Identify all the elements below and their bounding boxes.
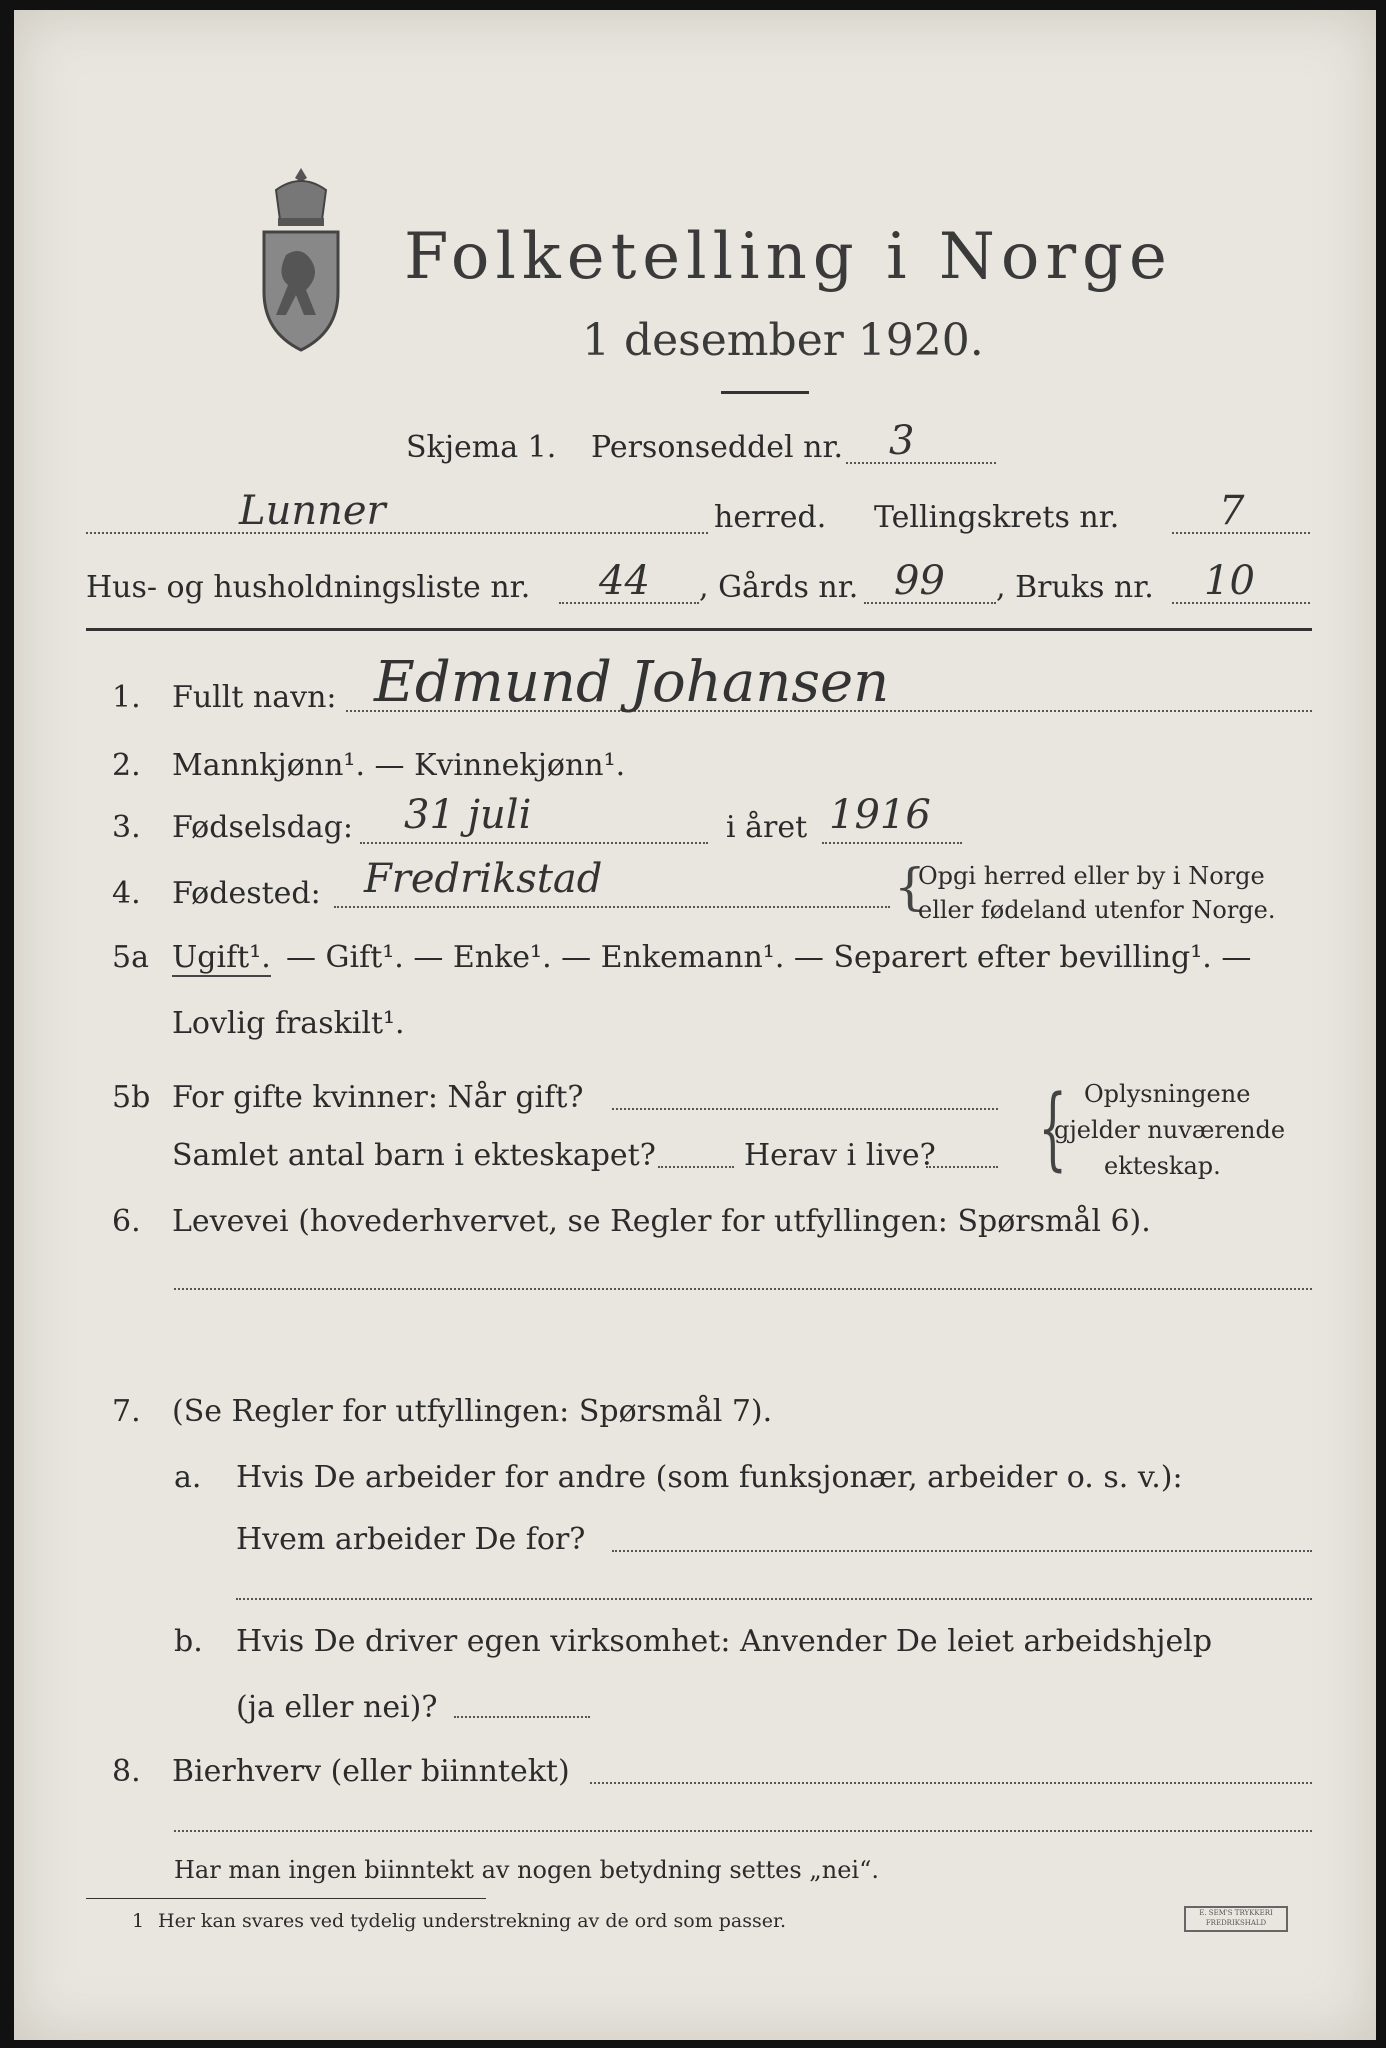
q5b-label-1: For gifte kvinner: Når gift? <box>172 1080 584 1115</box>
q3-value: 31 juli <box>404 792 532 838</box>
q4-number: 4. <box>112 876 141 911</box>
q4-note-1: Opgi herred eller by i Norge <box>918 862 1265 890</box>
q5b-note-3: ekteskap. <box>1104 1152 1221 1180</box>
q7a-label: Hvis De arbeider for andre (som funksjonær, arbeider o. s. v.): <box>236 1460 1183 1495</box>
q8-label: Bierhverv (eller biinntekt) <box>172 1754 570 1789</box>
q7b-line <box>454 1716 590 1718</box>
tellingskrets-label: Tellingskrets nr. <box>874 500 1120 535</box>
personseddel-value: 3 <box>889 418 915 464</box>
tellingskrets-value: 7 <box>1219 488 1245 534</box>
q4-brace: { <box>894 858 926 916</box>
q7-number: 7. <box>112 1394 141 1429</box>
printer-stamp: E. SEM'S TRYKKERI FREDRIKSHALD <box>1184 1906 1288 1932</box>
q7b-number: b. <box>174 1624 203 1659</box>
q5a-number: 5a <box>112 940 149 975</box>
q3-year-value: 1916 <box>829 792 931 838</box>
q7b-label-2: (ja eller nei)? <box>236 1690 438 1725</box>
personseddel-line <box>846 462 996 464</box>
q2-number: 2. <box>112 748 141 783</box>
q2-label: Mannkjønn¹. — Kvinnekjønn¹. <box>172 748 626 783</box>
q7b-label: Hvis De driver egen virksomhet: Anvender De leiet arbeidshjelp <box>236 1624 1213 1659</box>
q5b-label-2: Samlet antal barn i ekteskapet? <box>172 1138 656 1173</box>
q6-label: Levevei (hovederhvervet, se Regler for utfyllingen: Spørsmål 6). <box>172 1204 1151 1239</box>
q3-year-line <box>822 842 962 844</box>
q7a-line-1 <box>612 1550 1312 1552</box>
herred-line <box>86 532 708 534</box>
q5b-note-2: gjelder nuværende <box>1054 1116 1286 1144</box>
q5a-ugift: Ugift¹. <box>172 940 271 975</box>
q4-label: Fødested: <box>172 876 321 911</box>
census-date: 1 desember 1920. <box>582 315 984 366</box>
q3-label: Fødselsdag: <box>172 810 353 845</box>
q1-label: Fullt navn: <box>172 680 337 715</box>
census-form-page <box>14 10 1376 2040</box>
personseddel-label: Personseddel nr. <box>591 430 844 465</box>
q5b-note-1: Oplysningene <box>1084 1080 1251 1108</box>
q8-line-1 <box>590 1782 1312 1784</box>
q5b-line-1 <box>612 1108 998 1110</box>
herred-value: Lunner <box>239 488 386 534</box>
footnote-rule <box>86 1898 486 1899</box>
gards-value: 99 <box>894 558 945 604</box>
q8-number: 8. <box>112 1754 141 1789</box>
q6-number: 6. <box>112 1204 141 1239</box>
q4-line <box>334 906 890 908</box>
q8-line-2 <box>174 1830 1312 1832</box>
q7a-number: a. <box>174 1460 202 1495</box>
hus-value: 44 <box>599 558 650 604</box>
q4-note-2: eller fødeland utenfor Norge. <box>918 896 1276 924</box>
q3-year-label: i året <box>726 810 808 845</box>
q1-number: 1. <box>112 680 141 715</box>
q7a-line-2 <box>236 1598 1312 1600</box>
q1-value: Edmund Johansen <box>374 650 890 715</box>
skjema-label: Skjema 1. <box>406 430 557 465</box>
title-divider <box>721 391 809 394</box>
bruks-label: , Bruks nr. <box>996 570 1154 605</box>
header-divider <box>86 628 1312 631</box>
q7-label: (Se Regler for utfyllingen: Spørsmål 7). <box>172 1394 773 1429</box>
hus-label: Hus- og husholdningsliste nr. <box>86 570 531 605</box>
herred-label: herred. <box>714 500 827 535</box>
q5a-options: — Gift¹. — Enke¹. — Enkemann¹. — Separert efter bevilling¹. — <box>286 940 1252 975</box>
q5a-line-2: Lovlig fraskilt¹. <box>172 1006 405 1041</box>
footnote-text: Her kan svares ved tydelig understrekning av de ord som passer. <box>158 1910 787 1932</box>
q3-number: 3. <box>112 810 141 845</box>
q5b-label-3: Herav i live? <box>744 1138 936 1173</box>
footnote-mark: 1 <box>132 1910 145 1932</box>
q8-note: Har man ingen biinntekt av nogen betydning settes „nei“. <box>174 1856 879 1884</box>
form-title: Folketelling i Norge <box>404 220 1173 294</box>
q5b-line-3 <box>926 1166 998 1168</box>
q3-line <box>360 842 708 844</box>
coat-of-arms-icon <box>246 160 356 360</box>
q5b-number: 5b <box>112 1080 151 1115</box>
gards-label: , Gårds nr. <box>699 570 859 605</box>
q5b-brace: { <box>1038 1076 1067 1181</box>
q7a-label-2: Hvem arbeider De for? <box>236 1522 586 1557</box>
q6-line <box>174 1288 1312 1290</box>
q5b-line-2 <box>658 1166 734 1168</box>
q4-value: Fredrikstad <box>364 856 603 902</box>
bruks-value: 10 <box>1204 558 1255 604</box>
